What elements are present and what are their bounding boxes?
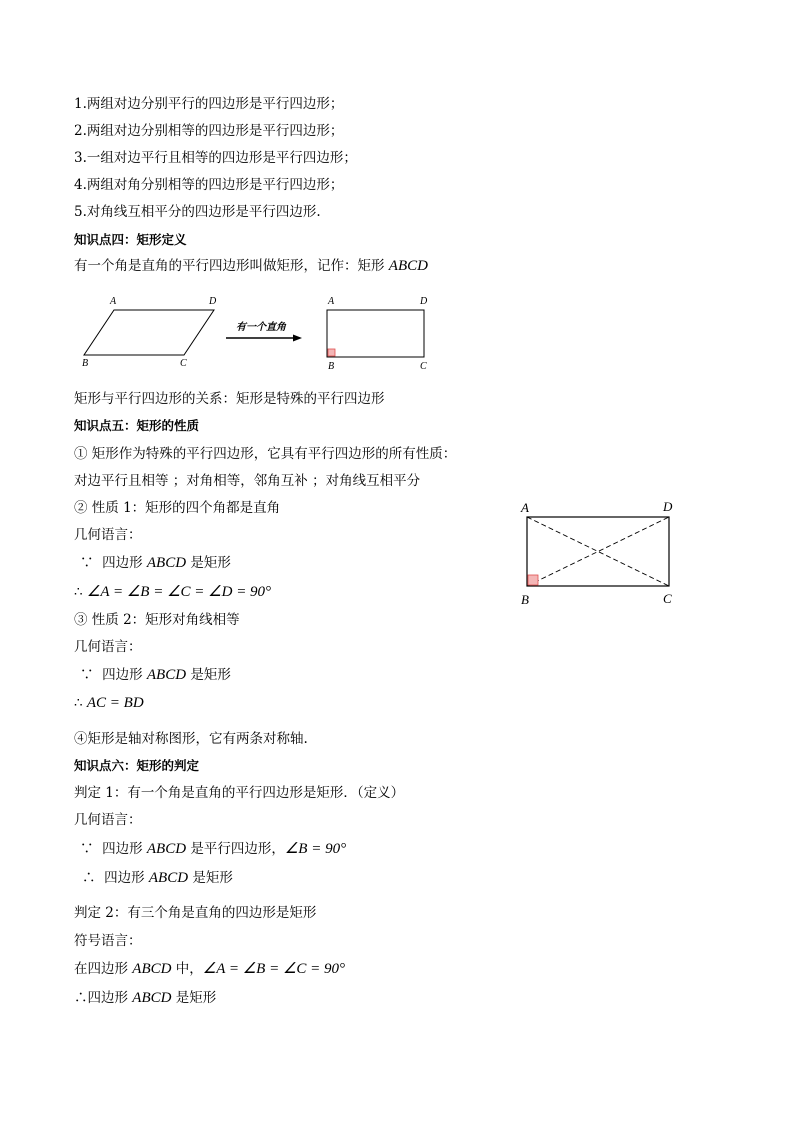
criterion-2: 判定 2：有三个角是直角的四边形是矩形: [74, 905, 317, 921]
criterion-1-condition: ∵ 四边形 ABCD 是平行四边形，∠B = 90°: [80, 841, 347, 857]
rect-label-c: C: [420, 361, 427, 372]
property-3-conclusion: ∴ AC = BD: [74, 695, 144, 711]
rect-label-d: D: [420, 296, 428, 307]
criterion-1: 判定 1：有一个角是直角的平行四边形是矩形．（定义）: [74, 785, 405, 801]
right-angle-mark: [328, 349, 335, 356]
list-item-3: 3.一组对边平行且相等的四边形是平行四边形；: [74, 150, 357, 166]
arrow-head-icon: [293, 335, 302, 342]
property-2: ② 性质 1：矩形的四个角都是直角: [74, 500, 281, 516]
right-angle-mark: [528, 575, 538, 585]
definition-figure: [74, 290, 434, 375]
rectangle-diagonals-figure: [515, 495, 690, 610]
rectangle-outline: [527, 517, 669, 586]
property-2-conclusion: ∴ ∠A = ∠B = ∠C = ∠D = 90°: [74, 584, 272, 600]
criterion-2-conclusion: ∴四边形 ABCD 是矩形: [74, 990, 217, 1006]
fig-label-b: B: [521, 592, 529, 607]
rect-definition: 有一个角是直角的平行四边形叫做矩形，记作：矩形 ABCD: [74, 258, 428, 274]
criterion-2-condition: 在四边形 ABCD 中，∠A = ∠B = ∠C = 90°: [74, 961, 346, 977]
para-label-d: D: [209, 296, 217, 307]
diagonal-bd: [527, 517, 669, 586]
rect-label-b: B: [328, 361, 335, 372]
fig-label-d: D: [663, 499, 673, 514]
rectangle-shape: [327, 310, 424, 357]
rect-relation: 矩形与平行四边形的关系：矩形是特殊的平行四边形: [74, 391, 385, 407]
list-item-1: 1.两组对边分别平行的四边形是平行四边形；: [74, 96, 344, 112]
rect-label-a: A: [328, 296, 335, 307]
property-3-condition: ∵ 四边形 ABCD 是矩形: [80, 667, 231, 683]
list-item-2: 2.两组对边分别相等的四边形是平行四边形；: [74, 123, 344, 139]
property-1-detail: 对边平行且相等 ；对角相等，邻角互补 ；对角线互相平分: [74, 473, 421, 489]
para-label-a: A: [110, 296, 117, 307]
property-4: ④矩形是轴对称图形，它有两条对称轴.: [74, 731, 308, 747]
property-3: ③ 性质 2：矩形对角线相等: [74, 612, 240, 628]
para-label-c: C: [180, 358, 187, 369]
symbol-language-label: 符号语言：: [74, 933, 142, 949]
section-heading-5: 知识点五：矩形的性质: [74, 418, 200, 433]
para-label-b: B: [82, 358, 89, 369]
section-heading-4: 知识点四：矩形定义: [74, 232, 187, 247]
property-1: ① 矩形作为特殊的平行四边形，它具有平行四边形的所有性质：: [74, 446, 457, 462]
property-2-condition: ∵ 四边形 ABCD 是矩形: [80, 555, 231, 571]
criterion-1-conclusion: ∴ 四边形 ABCD 是矩形: [82, 870, 233, 886]
fig-label-c: C: [663, 591, 672, 606]
list-item-5: 5.对角线互相平分的四边形是平行四边形.: [74, 204, 321, 220]
list-item-4: 4.两组对角分别相等的四边形是平行四边形；: [74, 177, 344, 193]
section-heading-6: 知识点六：矩形的判定: [74, 758, 200, 773]
diagonal-ac: [527, 517, 669, 586]
parallelogram-shape: [84, 310, 214, 355]
geo-language-label-3: 几何语言：: [74, 812, 142, 828]
geo-language-label-1: 几何语言：: [74, 527, 142, 543]
fig-label-a: A: [521, 500, 529, 515]
arrow-label: 有一个直角: [236, 322, 286, 333]
geo-language-label-2: 几何语言：: [74, 639, 142, 655]
